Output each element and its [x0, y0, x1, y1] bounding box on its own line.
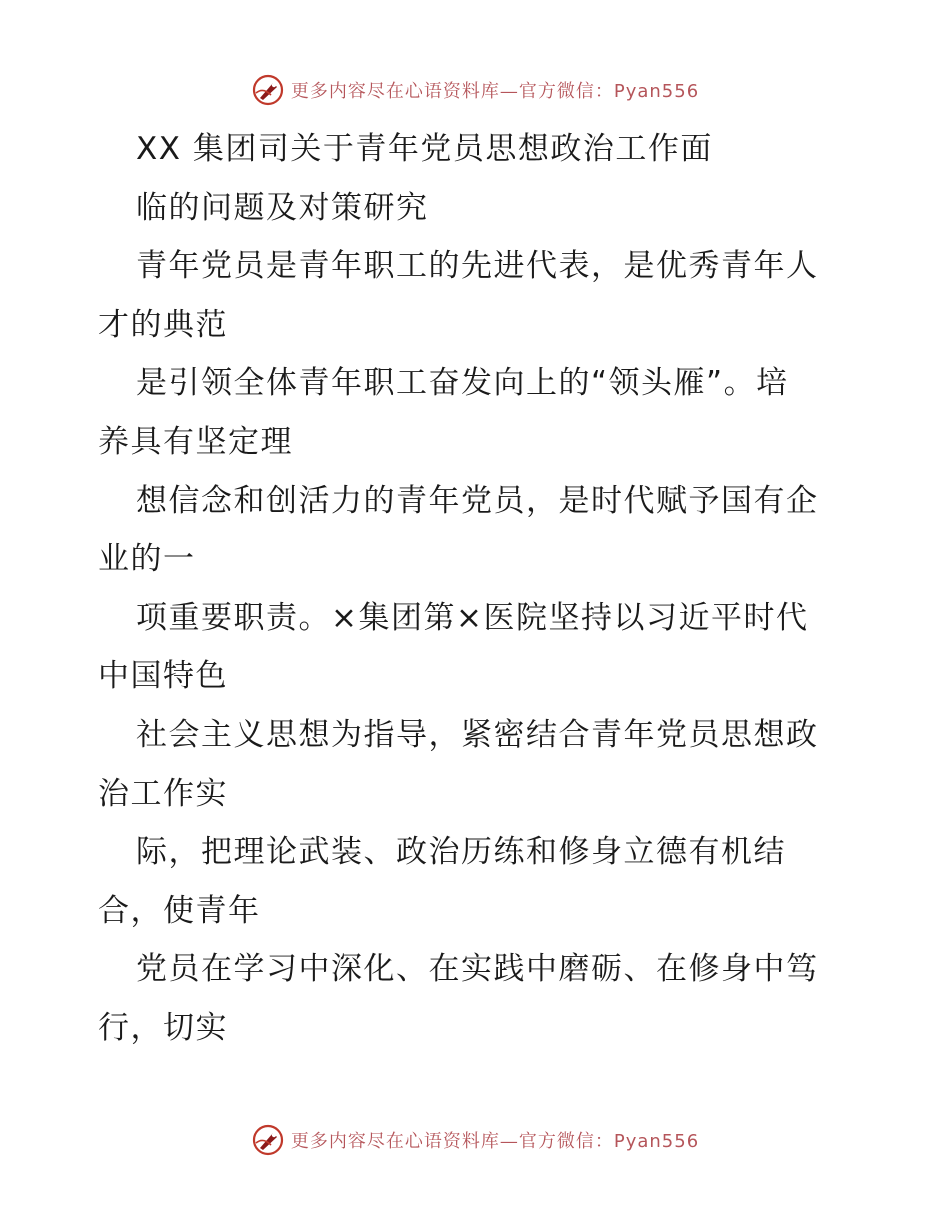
- document-line: 临的问题及对策研究: [136, 189, 429, 226]
- document-line: XX 集团司关于青年党员思想政治工作面: [136, 131, 713, 167]
- document-line: 养具有坚定理: [98, 423, 293, 460]
- footer-banner-text: [291, 1127, 699, 1153]
- document-line: 中国特色: [98, 658, 228, 695]
- document-line: 行，切实: [98, 1009, 228, 1046]
- document-line: 想信念和创活力的青年党员，是时代赋予国有企: [136, 482, 819, 519]
- document-line: 是引领全体青年职工奋发向上的“领头雁”。培: [136, 365, 789, 402]
- footer-banner: [0, 1118, 950, 1162]
- banner-wechat-id: Pyan556: [613, 1131, 700, 1152]
- header-banner: [0, 68, 950, 112]
- header-banner-text: [291, 77, 699, 103]
- pen-nib-logo-icon: [251, 1123, 285, 1157]
- document-line: 青年党员是青年职工的先进代表，是优秀青年人: [136, 248, 819, 285]
- document-line: 才的典范: [98, 306, 228, 343]
- header-banner-content: [251, 73, 699, 107]
- pen-nib-logo-icon: [251, 73, 285, 107]
- document-body: [98, 120, 858, 1058]
- document-line: 社会主义思想为指导，紧密结合青年党员思想政: [136, 716, 819, 753]
- document-line: 党员在学习中深化、在实践中磨砺、在修身中笃: [136, 951, 819, 988]
- banner-wechat-id: Pyan556: [613, 81, 700, 102]
- document-line: 项重要职责。×集团第×医院坚持以习近平时代: [136, 599, 809, 636]
- document-line: 治工作实: [98, 775, 228, 812]
- banner-label: 更多内容尽在心语资料库—官方微信：: [290, 81, 614, 102]
- document-line: 际，把理论武装、政治历练和修身立德有机结: [136, 834, 786, 871]
- banner-label: 更多内容尽在心语资料库—官方微信：: [290, 1131, 614, 1152]
- document-line: 业的一: [98, 541, 196, 578]
- document-line: 合，使青年: [98, 892, 261, 929]
- footer-banner-content: [251, 1123, 699, 1157]
